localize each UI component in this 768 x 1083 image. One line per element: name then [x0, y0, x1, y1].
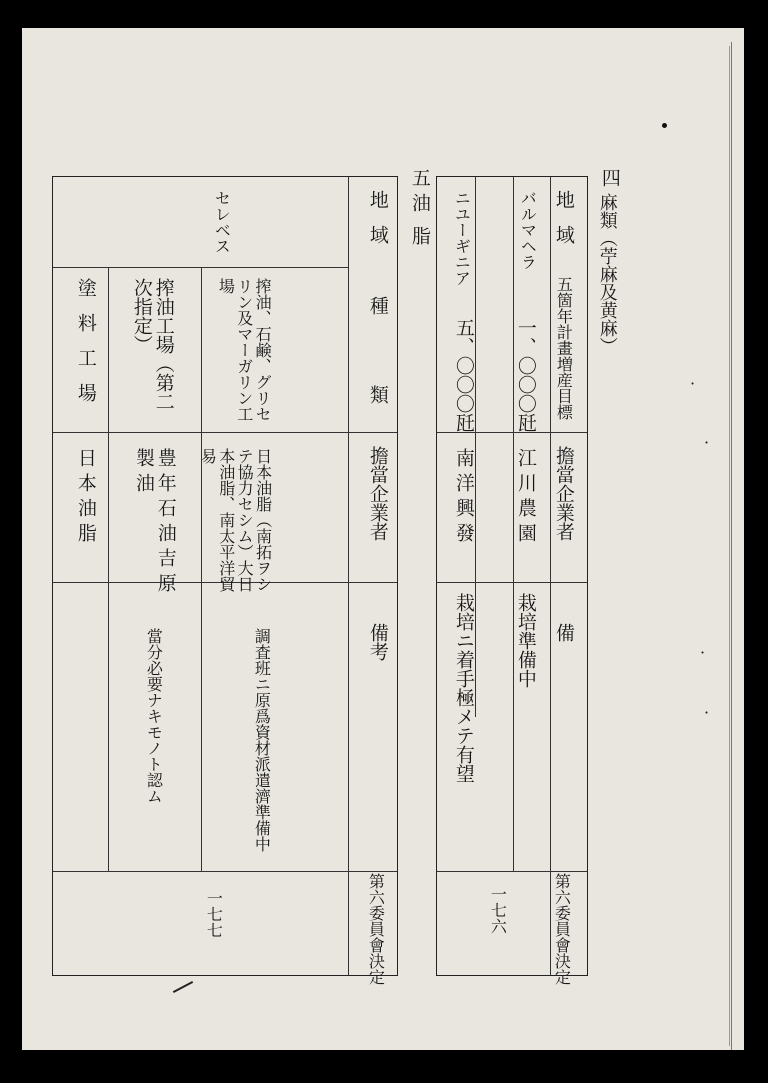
col-header-remarks: 備	[552, 623, 575, 642]
col-header-remarks: 備考	[366, 623, 389, 661]
col-header-kind: 種類	[366, 296, 389, 474]
region-cell: セレベス	[212, 190, 232, 254]
ink-speck: ·	[704, 433, 710, 452]
ink-speck: ·	[700, 643, 706, 662]
side-note: 第六委員會決定	[366, 873, 386, 985]
page-edge	[729, 46, 738, 1046]
company-cell: 日本油脂（南拓ヲシテ協力セシム）大日本油脂、南太平洋貿易	[198, 448, 273, 592]
section5-number: 五	[408, 168, 431, 187]
ink-speck: ·	[704, 703, 710, 722]
company-cell: 南洋興發	[452, 448, 475, 548]
target-cell: 一、〇〇〇瓩	[514, 318, 537, 432]
section5-heading: 油脂	[408, 193, 431, 259]
target-cell: 五、〇〇〇瓩	[452, 318, 475, 432]
ink-speck	[662, 123, 667, 128]
kind-cell: 搾油工場（第二次指定）	[130, 278, 175, 411]
ink-speck: ·	[690, 374, 696, 393]
remarks-cell: 栽培準備中	[514, 593, 537, 688]
remarks-cell: 當分必要ナキモノト認ム	[144, 628, 164, 804]
remarks-cell: 栽培ニ着手極メテ有望	[452, 593, 475, 783]
company-cell: 豊年石油吉原製油	[132, 448, 177, 598]
region-cell: バルマヘラ	[518, 190, 538, 270]
document-page	[22, 28, 744, 1050]
col-header-region: 地域	[552, 190, 575, 260]
page-number: 一七六	[488, 886, 508, 934]
section4-heading: 麻類（苧麻及黄麻）	[596, 193, 618, 355]
col-header-company: 擔當企業者	[366, 446, 389, 541]
col-header-region: 地域	[366, 190, 389, 260]
col-header-target: 五箇年計畫増産目標	[554, 276, 574, 420]
side-note: 第六委員會決定	[552, 873, 572, 985]
company-cell: 日本油脂	[74, 448, 97, 548]
region-cell: ニユーギニア	[452, 190, 472, 286]
col-header-company: 擔當企業者	[552, 446, 575, 541]
page-number: 一七七	[204, 890, 224, 938]
section4-number: 四	[598, 168, 621, 187]
company-cell: 江川農園	[514, 448, 537, 548]
pen-mark	[173, 981, 193, 993]
kind-cell: 搾油、石鹸、グリセリン及マーガリン工場	[216, 278, 273, 422]
remarks-cell: 調査班ニ原爲資材派遣濟準備中	[252, 628, 272, 852]
kind-cell: 塗料工場	[74, 278, 97, 418]
